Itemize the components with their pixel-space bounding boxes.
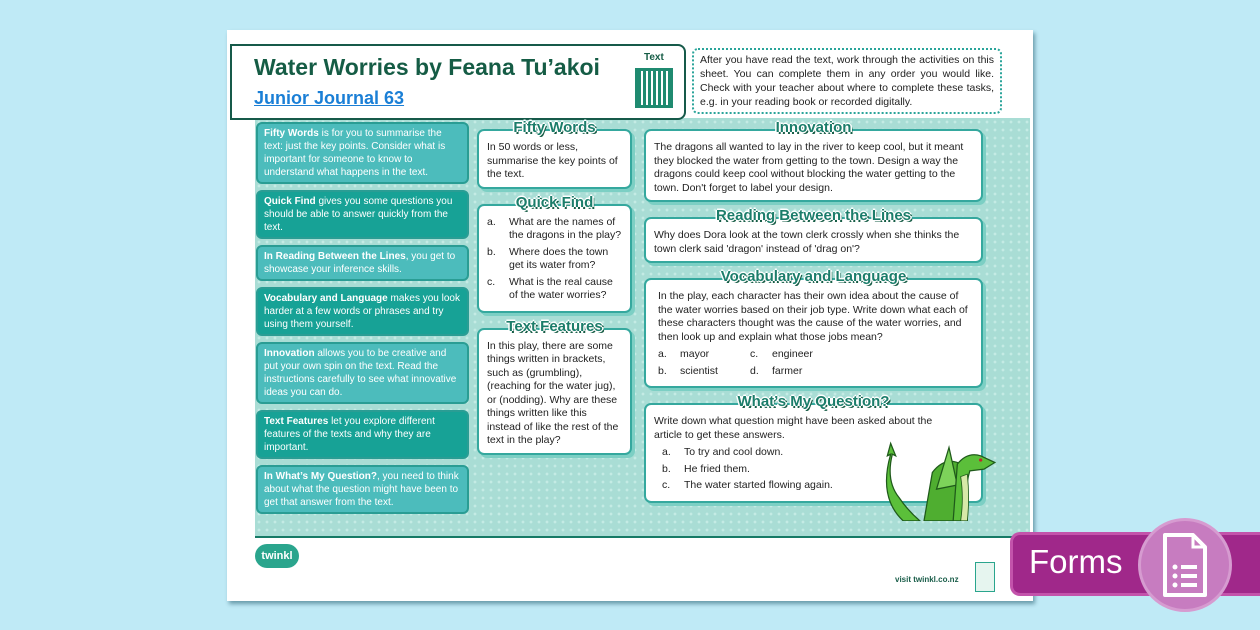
guide-vocabulary xyxy=(256,287,469,336)
forms-document-icon xyxy=(1138,518,1232,612)
item-letter: c. xyxy=(662,479,671,491)
item-letter: c. xyxy=(750,348,759,360)
journal-link[interactable]: Junior Journal 63 xyxy=(254,88,405,108)
guide-bold: Vocabulary and Language xyxy=(264,293,388,304)
item-letter: a. xyxy=(487,215,496,228)
guide-bold: Fifty Words xyxy=(264,128,319,139)
guide-text: , you need to think about what the question might have been to get that answer from the text. xyxy=(264,471,459,508)
vocabulary-title: Vocabulary and Language xyxy=(720,268,907,285)
card-text: In 50 words or less, summarise the key points of the text. xyxy=(487,141,618,180)
guide-bold: In Reading Between the Lines xyxy=(264,251,406,262)
page-title: Water Worries by Feana Tu’akoi xyxy=(254,54,600,80)
vocab-item xyxy=(658,365,750,379)
item-letter: b. xyxy=(658,364,667,377)
answer-item xyxy=(662,446,973,460)
vocab-item xyxy=(658,348,750,362)
item-text: The water started flowing again. xyxy=(684,479,833,491)
whats-my-question-card xyxy=(644,403,983,503)
title-header xyxy=(230,44,686,120)
item-text: Where does the town get its water from? xyxy=(509,245,609,271)
item-letter: d. xyxy=(750,364,759,377)
fifty-words-title: Fifty Words xyxy=(513,119,596,136)
quick-find-card xyxy=(477,204,632,313)
text-features-card xyxy=(477,328,632,455)
guide-bold: Text Features xyxy=(264,416,329,427)
quick-find-title: Quick Find xyxy=(515,193,594,211)
vocab-item xyxy=(750,348,969,362)
qr-label: Text xyxy=(644,52,664,63)
guide-text: is for you to summarise the text: just the key points. Consider what is important for someone to know to understand what happens in the text. xyxy=(264,128,446,178)
answer-item xyxy=(662,479,973,493)
whats-my-question-title: What’s My Question? xyxy=(737,393,890,410)
item-text: mayor xyxy=(680,348,710,360)
twinkl-logo: twinkl xyxy=(255,544,299,568)
guide-text: allows you to be creative and put your own spin on the text. Read the instructions carefully to see what innovative ideas you can do. xyxy=(264,348,457,398)
guide-whats-my-question xyxy=(256,465,469,514)
item-text: What is the real cause of the water worries? xyxy=(509,275,613,301)
vocab-item xyxy=(750,365,969,379)
guide-quick-find xyxy=(256,190,469,239)
middle-column xyxy=(477,119,632,455)
fifty-words-section xyxy=(477,119,632,189)
right-column xyxy=(644,119,983,503)
guide-reading-between xyxy=(256,245,469,281)
whats-my-question-section xyxy=(644,393,983,503)
guide-text: gives you some questions you should be able to answer quickly from the text. xyxy=(264,196,453,233)
card-text: The dragons all wanted to lay in the river to keep cool, but it meant they blocked the water from getting to the town. Design a way the dragons could keep cool without blocking the water getting to the town. Don't forget to label your design. xyxy=(654,141,964,194)
item-text: scientist xyxy=(680,364,718,377)
guide-bold: Quick Find xyxy=(264,196,316,207)
answer-item xyxy=(662,463,973,477)
footer-url[interactable]: visit twinkl.co.nz xyxy=(895,575,959,584)
guide-bold: In What’s My Question? xyxy=(264,471,377,482)
item-text: What are the names of the dragons in the play? xyxy=(509,215,622,241)
card-text: Why does Dora look at the town clerk crossly when she thinks the town clerk said 'dragon' instead of 'drag on'? xyxy=(654,229,960,255)
fifty-words-card xyxy=(477,129,632,189)
reading-between-title: Reading Between the Lines xyxy=(715,207,912,224)
item-letter: b. xyxy=(487,245,496,258)
item-text: To try and cool down. xyxy=(684,446,784,458)
item-letter: b. xyxy=(662,462,671,475)
guide-text: let you explore different features of the texts and why they are important. xyxy=(264,416,435,453)
innovation-card xyxy=(644,129,983,202)
guide-bold: Innovation xyxy=(264,348,315,359)
intro-text: After you have read the text, work through the activities on this sheet. You can complete them in any order you would like. Check with your teacher about where to complete these tasks, e.g. in your reading book or recorded digitally. xyxy=(692,48,1002,114)
guide-innovation xyxy=(256,342,469,404)
vocabulary-section xyxy=(644,268,983,388)
text-features-title: Text Features xyxy=(506,317,603,335)
innovation-title: Innovation xyxy=(775,119,852,136)
text-features-section xyxy=(477,318,632,455)
qr-code-icon xyxy=(635,68,673,108)
innovation-section xyxy=(644,119,983,202)
item-text: He fried them. xyxy=(684,462,750,475)
approved-badge-icon xyxy=(975,562,995,592)
card-text: In the play, each character has their own idea about the cause of the water worries based on their job type. Write down what each of these characters thought was the cause of the water worries, and then look up and explain what those jobs mean? xyxy=(658,290,968,343)
question-item xyxy=(487,276,622,303)
card-text: In this play, there are some things written in brackets, such as (grumbling), (reaching for the water jug), or (nodding). Why are these things written like this instead of like the rest of the text in the play? xyxy=(487,339,619,446)
forms-label: Forms xyxy=(1029,543,1123,580)
item-letter: a. xyxy=(662,446,671,458)
vocabulary-card xyxy=(644,278,983,388)
item-letter: c. xyxy=(487,275,496,288)
guide-text: makes you look harder at a few words or phrases and try using them yourself. xyxy=(264,293,460,330)
item-letter: a. xyxy=(658,348,667,360)
question-item xyxy=(487,216,622,243)
guide-text: , you get to showcase your inference skills. xyxy=(264,251,456,275)
card-text: Write down what question might have been asked about the article to get these answers. xyxy=(654,415,933,441)
question-item xyxy=(487,246,622,273)
answer-list xyxy=(654,446,973,493)
quick-find-section xyxy=(477,194,632,313)
item-text: engineer xyxy=(772,348,813,360)
guide-text-features xyxy=(256,410,469,459)
guide-column xyxy=(256,122,469,514)
reading-between-section xyxy=(644,207,983,263)
guide-fifty-words xyxy=(256,122,469,184)
item-text: farmer xyxy=(772,364,803,377)
